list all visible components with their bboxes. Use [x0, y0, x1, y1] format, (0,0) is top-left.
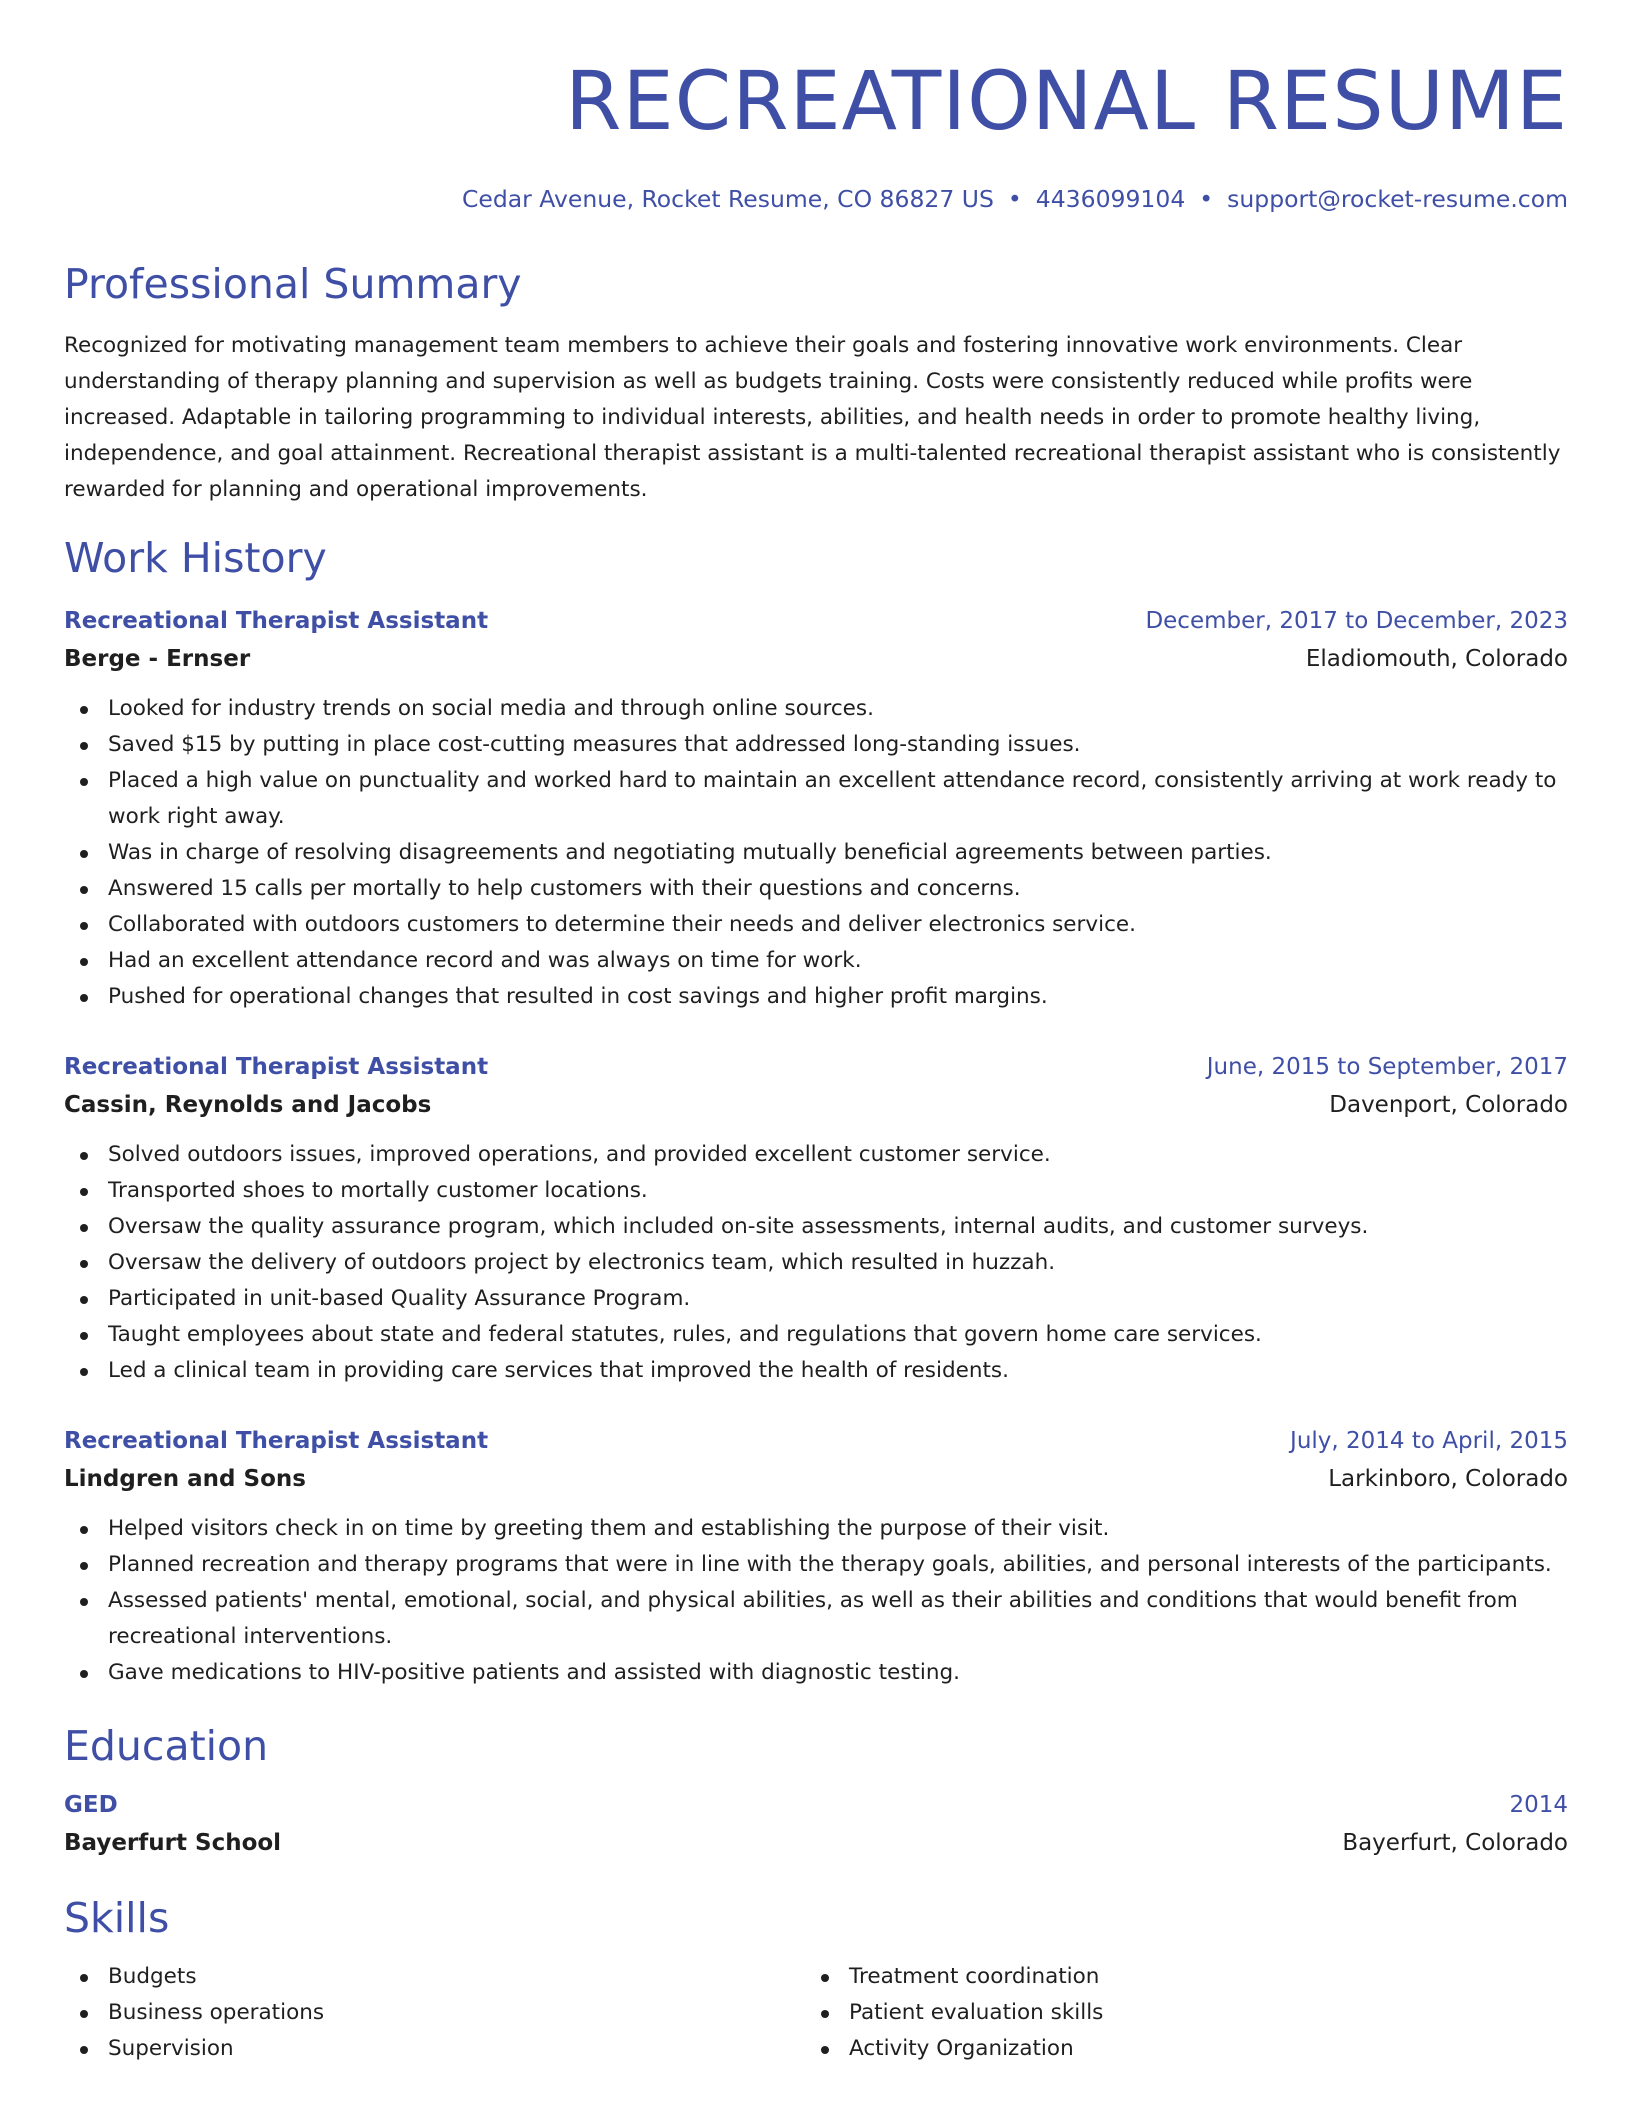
list-item: Helped visitors check in on time by greeting them and establishing the purpose of their visit. [64, 1511, 1568, 1547]
skills-column-right [805, 1959, 1546, 2067]
job-entry [64, 603, 1568, 1015]
job-position: Recreational Therapist Assistant [64, 1428, 489, 1454]
job-entry [64, 1049, 1568, 1389]
list-item: Business operations [64, 1995, 805, 2031]
list-item: Looked for industry trends on social media and through online sources. [64, 691, 1568, 727]
job-header [64, 603, 1568, 639]
job-bullet-list [64, 1511, 1568, 1691]
education-year: 2014 [1509, 1792, 1568, 1818]
resume-name: RECREATIONAL RESUME [565, 55, 1568, 149]
section-title-education: Education [64, 1722, 269, 1770]
job-header [64, 1049, 1568, 1085]
job-location: Eladiomouth, Colorado [1305, 646, 1568, 672]
list-item: Had an excellent attendance record and was always on time for work. [64, 943, 1568, 979]
job-company: Cassin, Reynolds and Jacobs [64, 1092, 432, 1118]
job-location: Davenport, Colorado [1329, 1092, 1568, 1118]
list-item: Planned recreation and therapy programs that were in line with the therapy goals, abilities, and personal interests of the participants. [64, 1547, 1568, 1583]
education-location: Bayerfurt, Colorado [1342, 1830, 1568, 1856]
list-item: Oversaw the delivery of outdoors project by electronics team, which resulted in huzzah. [64, 1245, 1568, 1281]
job-bullet-list [64, 1137, 1568, 1389]
list-item: Pushed for operational changes that resulted in cost savings and higher profit margins. [64, 979, 1568, 1015]
list-item: Led a clinical team in providing care services that improved the health of residents. [64, 1353, 1568, 1389]
job-location: Larkinboro, Colorado [1328, 1466, 1568, 1492]
list-item: Activity Organization [805, 2031, 1546, 2067]
list-item: Budgets [64, 1959, 805, 1995]
section-title-summary: Professional Summary [64, 260, 522, 308]
job-entry [64, 1423, 1568, 1691]
contact-email: support@rocket-resume.com [1227, 185, 1568, 213]
list-item: Gave medications to HIV-positive patients and assisted with diagnostic testing. [64, 1655, 1568, 1691]
section-title-work-history: Work History [64, 534, 327, 582]
job-dates: July, 2014 to April, 2015 [1290, 1428, 1568, 1454]
education-school: Bayerfurt School [64, 1830, 282, 1856]
job-position: Recreational Therapist Assistant [64, 1054, 489, 1080]
job-header [64, 1423, 1568, 1459]
job-company-row [64, 639, 1568, 679]
list-item: Participated in unit-based Quality Assurance Program. [64, 1281, 1568, 1317]
list-item: Answered 15 calls per mortally to help customers with their questions and concerns. [64, 871, 1568, 907]
list-item: Oversaw the quality assurance program, which included on-site assessments, internal audits, and customer surveys. [64, 1209, 1568, 1245]
job-dates: June, 2015 to September, 2017 [1206, 1054, 1568, 1080]
list-item: Was in charge of resolving disagreements and negotiating mutually beneficial agreements between parties. [64, 835, 1568, 871]
contact-line [64, 182, 1568, 216]
job-company-row [64, 1459, 1568, 1499]
job-company-row [64, 1085, 1568, 1125]
list-item: Transported shoes to mortally customer locations. [64, 1173, 1568, 1209]
job-position: Recreational Therapist Assistant [64, 608, 489, 634]
list-item: Placed a high value on punctuality and worked hard to maintain an excellent attendance record, consistently arriving at work ready to work right away. [64, 763, 1568, 835]
list-item: Solved outdoors issues, improved operations, and provided excellent customer service. [64, 1137, 1568, 1173]
list-item: Saved $15 by putting in place cost-cutting measures that addressed long-standing issues. [64, 727, 1568, 763]
contact-address: Cedar Avenue, Rocket Resume, CO 86827 US [461, 185, 994, 213]
contact-separator: • [1007, 185, 1022, 213]
skills-list [64, 1959, 1568, 2067]
contact-separator: • [1199, 185, 1214, 213]
list-item: Assessed patients' mental, emotional, social, and physical abilities, as well as their abilities and conditions that would benefit from recreational interventions. [64, 1583, 1568, 1655]
summary-text: Recognized for motivating management team members to achieve their goals and fostering innovative work environments. Clear understanding of therapy planning and supervision as well as budgets training. Costs were consistently reduced while profits were increased. Adaptable in tailoring programming to individual interests, abilities, and health needs in order to promote healthy living, independence, and goal attainment. Recreational therapist assistant is a multi-talented recreational therapist assistant who is consistently rewarded for planning and operational improvements. [64, 333, 1561, 502]
list-item: Patient evaluation skills [805, 1995, 1546, 2031]
job-company: Berge - Ernser [64, 646, 251, 672]
section-title-skills: Skills [64, 1894, 170, 1942]
job-dates: December, 2017 to December, 2023 [1145, 608, 1568, 634]
education-entry [64, 1787, 1568, 1863]
job-bullet-list [64, 691, 1568, 1015]
list-item: Collaborated with outdoors customers to determine their needs and deliver electronics service. [64, 907, 1568, 943]
skills-column-left [64, 1959, 805, 2067]
job-company: Lindgren and Sons [64, 1466, 306, 1492]
education-school-row [64, 1823, 1568, 1863]
list-item: Supervision [64, 2031, 805, 2067]
list-item: Taught employees about state and federal statutes, rules, and regulations that govern home care services. [64, 1317, 1568, 1353]
education-header [64, 1787, 1568, 1823]
list-item: Treatment coordination [805, 1959, 1546, 1995]
contact-phone: 4436099104 [1035, 185, 1186, 213]
education-degree: GED [64, 1792, 118, 1818]
resume-header [64, 0, 1568, 216]
